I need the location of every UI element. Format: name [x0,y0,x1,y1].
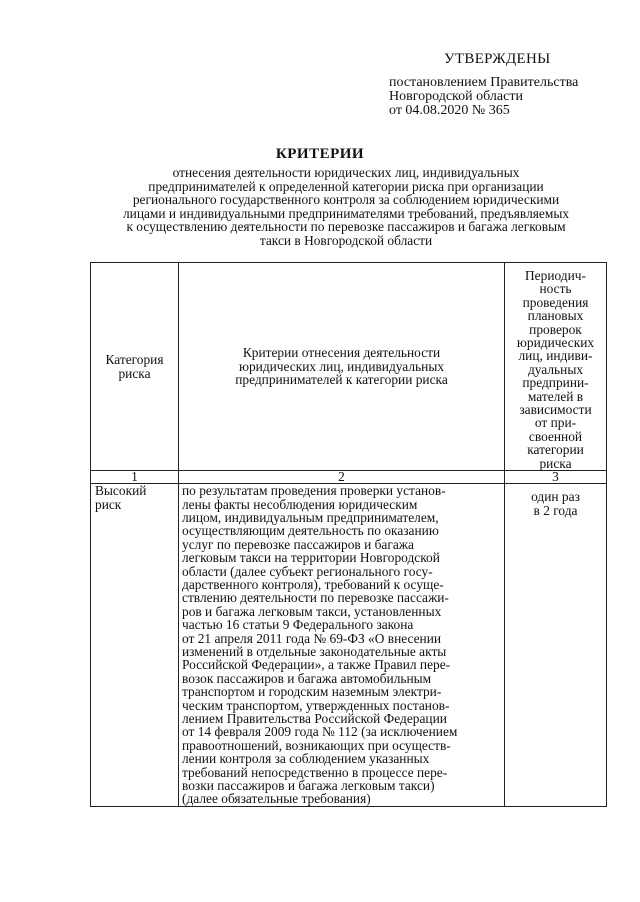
header-frequency [505,263,607,471]
cell-text: Высокий [95,483,147,499]
header-text: плановых [527,308,584,324]
header-text: риска [539,455,572,471]
subtitle-line: такси в Новгородской области [259,232,433,248]
header-text: риска [118,365,151,381]
approval-line: от 04.08.2020 № 365 [389,103,510,118]
header-text: своенной [528,428,583,444]
criteria-cell [179,484,505,807]
cell-text: в 2 года [533,502,578,518]
criteria-line: услуг по перевозке пассажиров и багажа [182,536,414,552]
criteria-line: изменений в отдельные законодательные акты [182,643,447,659]
criteria-line: лением Правительства Российской Федерации [182,711,447,726]
header-category [91,263,179,471]
criteria-table [90,262,607,807]
header-text: Периодич- [525,268,586,283]
document-title: КРИТЕРИИ [275,146,365,162]
header-text: дуальных [527,361,584,377]
subtitle-line: лицами и индивидуальными предпринимателями требований, предъявляемых [122,205,570,221]
criteria-line: ров и багажа легковым такси, установленных [182,603,442,619]
criteria-line: легковым такси на территории Новгородской [182,550,440,566]
criteria-line: лении контроля за соблюдением указанных [182,751,430,767]
subtitle-line: к осуществлению деятельности по перевозке пассажиров и багажа легковым [126,219,566,235]
criteria-line: осуществляющим деятельность по оказанию [182,523,439,539]
column-number-row [91,471,607,484]
frequency-cell [505,484,607,807]
header-text: Категория [105,352,164,368]
criteria-line: возок пассажиров и багажа автомобильным [182,670,432,686]
criteria-line: частью 16 статьи 9 Федерального закона [182,617,414,633]
risk-category-cell [91,484,179,807]
header-text: ность [539,281,572,297]
criteria-line: Российской Федерации», а также Правил пере- [182,657,451,673]
criteria-line: требований непосредственно в процессе пере- [182,764,448,780]
header-text: от при- [534,415,577,431]
column-number: 1 [91,471,179,484]
header-criteria [179,263,505,471]
subtitle-line: предпринимателей к определенной категории риска при организации [148,178,544,194]
header-text: категории [527,442,584,458]
approval-title: УТВЕРЖДЕНЫ [444,51,551,67]
criteria-line: возки пассажиров и багажа легковым такси) [182,778,435,794]
table-row [91,484,607,807]
table-header-row [91,263,607,471]
criteria-line: (далее обязательные требования) [182,791,371,807]
cell-text: один раз [531,489,580,505]
criteria-line: лены факты несоблюдения юридическим [182,496,418,512]
column-number: 3 [505,471,607,484]
criteria-line: правоотношений, возникающих при осуществ- [182,737,451,753]
subtitle-line: регионального государственного контроля за соблюдением юридическими [132,192,560,208]
approval-block [389,52,629,118]
subtitle-line: отнесения деятельности юридических лиц, индивидуальных [172,165,520,180]
header-text: лиц, индиви- [518,348,593,364]
header-text: юридических лиц, индивидуальных [238,358,445,374]
cell-text: риск [95,496,122,512]
approval-line: Новгородской области [389,89,523,104]
criteria-line: от 21 апреля 2011 года № 69-ФЗ «О внесении [182,630,442,646]
criteria-line: ческим транспортом, утвержденных постанов- [182,697,450,713]
criteria-line: транспортом и городским наземным электри- [182,684,442,700]
header-text: предприни- [522,375,589,391]
header-text: Критерии отнесения деятельности [242,345,441,361]
criteria-line: дарственного контроля), требований к осуще- [182,576,444,592]
document-subtitle [96,166,596,248]
header-text: предпринимателей к категории риска [235,372,448,388]
criteria-line: области (далее субъект регионального госу- [182,563,433,579]
column-number: 2 [179,471,505,484]
approval-line: постановлением Правительства [389,75,579,90]
header-text: проведения [522,294,589,310]
criteria-line: ствлению деятельности по перевозке пассажи- [182,590,449,606]
criteria-line: по результатам проведения проверки установ- [182,483,446,499]
header-text: проверок [529,321,582,337]
criteria-line: от 14 февраля 2009 года № 112 (за исключением [182,724,458,740]
header-text: мателей в [527,388,584,404]
header-text: юридических [516,335,595,351]
header-text: зависимости [519,402,592,418]
criteria-line: лицом, индивидуальным предпринимателем, [182,509,439,525]
